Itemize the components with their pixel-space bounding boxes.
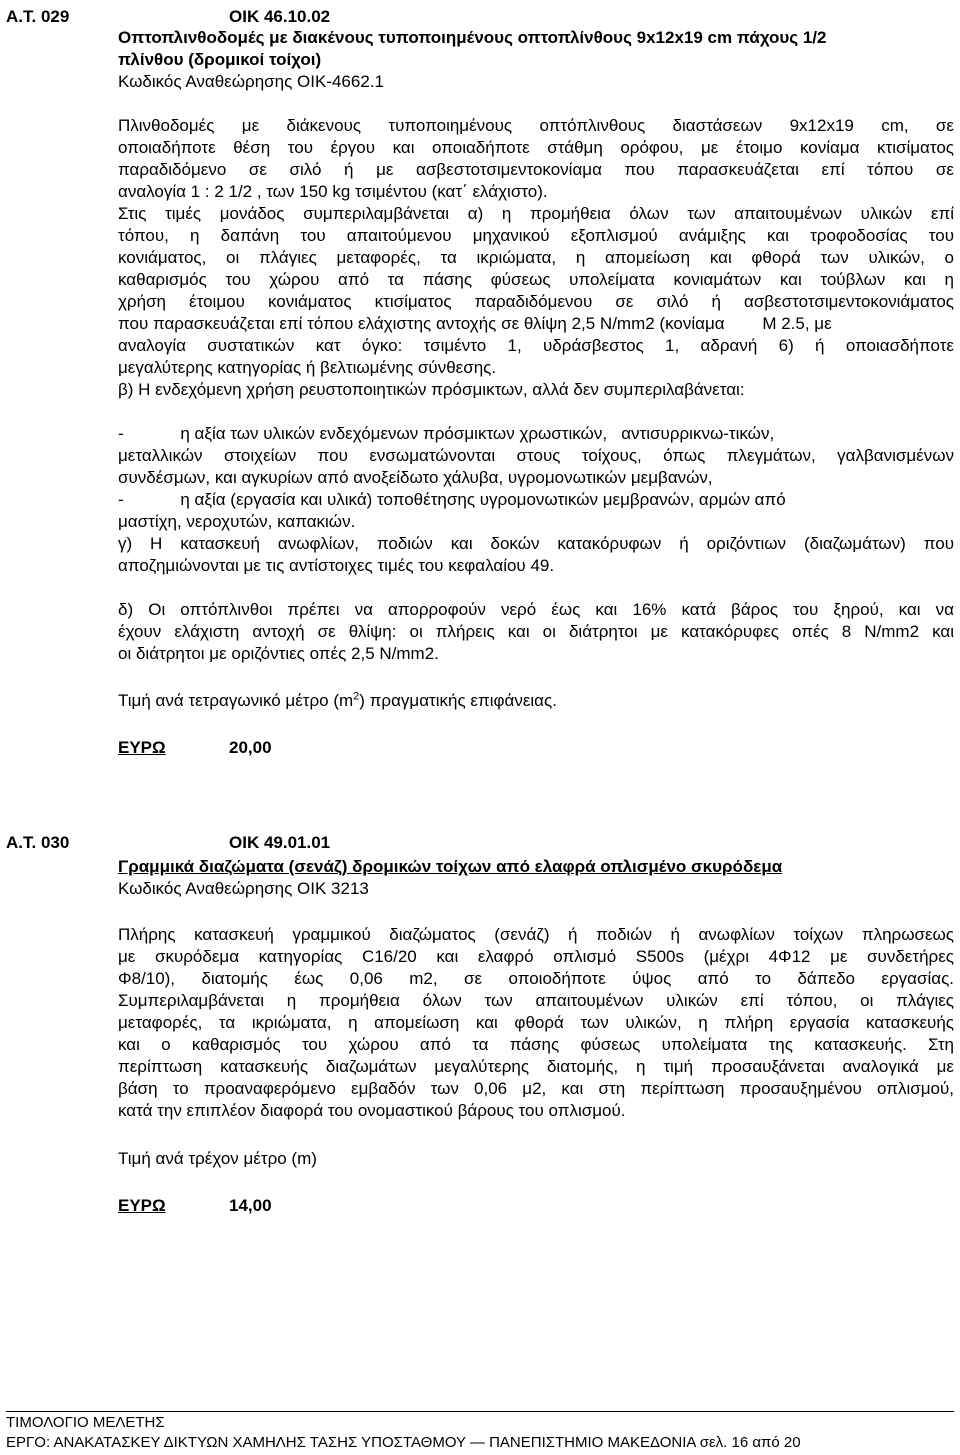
section1-unit-line	[118, 690, 954, 712]
section2-body-line: Πλήρης κατασκευή γραμμικού διαζώματος (σενάζ) ή ποδιών ή ανωφλίων τοίχων πληρωσεως	[118, 925, 954, 944]
section2-price-label: ΕΥΡΩ	[118, 1196, 166, 1215]
section1-price-label: ΕΥΡΩ	[118, 738, 166, 757]
section1-title-line1: Οπτοπλινθοδομές με διακένους τυποποιημένους οπτοπλίνθους 9x12x19 cm πάχους 1/2	[118, 28, 827, 47]
section1-price-value: 20,00	[229, 738, 272, 757]
item-code-030: Α.Τ. 030	[6, 833, 70, 852]
section1-revision-code: Κωδικός Αναθεώρησης ΟΙΚ-4662.1	[118, 72, 384, 91]
section2-unit-line: Τιμή ανά τρέχον μέτρο (m)	[118, 1149, 317, 1168]
delta-paragraph-line1: δ) Οι οπτόπλινθοι πρέπει να απορροφούν νερό έως και 16% κατά βάρος του ξηρού, και να	[118, 600, 954, 619]
section2-body-line: περίπτωση κατασκευής διαζωμάτων μεγαλύτερης διατομής, η τιμή προσαυξάνεται αναλογικά με	[118, 1057, 954, 1076]
exclusion-list-item-1-line2: μεταλλικών στοιχείων που ενσωματώνονται στους τοίχους, όπως πλεγμάτων, γαλβανισμένων	[118, 446, 954, 465]
delta-paragraph-line2: έχουν ελάχιστη αντοχή σε θλίψη: οι πλήρεις και οι διάτρητοι με κατακόρυφες οπές 8 N/mm2 και	[118, 622, 954, 641]
section2-body-line: κατά την επιπλέον διαφορά του ονομαστικού βάρους του οπλισμού.	[118, 1101, 626, 1120]
exclusion-list-item-1-line3: συνδέσμων, και αγκυρίων από ανοξείδωτο χάλυβα, υγρομονωτικών μεμβανών,	[118, 468, 713, 487]
item-code-029: Α.Τ. 029	[6, 7, 70, 26]
section1-title-line2: πλίνθου (δρομικοί τοίχοι)	[118, 50, 322, 69]
section2-body-line: Συμπεριλαμβάνεται η προμήθεια όλων των απαιτουμένων υλικών επί τόπου, οι πλάγιες	[118, 991, 954, 1010]
footer-document-title: ΤΙΜΟΛΟΓΙΟ ΜΕΛΕΤΗΣ	[6, 1414, 165, 1431]
gamma-paragraph-line2: αποζημιώνονται με τις αντίστοιχες τιμές του κεφαλαίου 49.	[118, 556, 555, 575]
section2-body-line: και ο καθαρισμός του χώρου από τα πάσης φύσεως υπολείματα της κατασκευής. Στη	[118, 1035, 954, 1054]
section1-body-line: παραδιδόμενο σε σιλό ή με ασβεστοτσιμεντοκονίαμα που παρασκευάζεται επί τόπου σε	[118, 160, 954, 179]
section2-body-line: Φ8/10), διατομής έως 0,06 m2, σε οποιοδήποτε ύψος από το δάπεδο εργασίας.	[118, 969, 954, 988]
section1-body-line: αναλογία συστατικών κατ όγκο: τσιμέντο 1, υδράσβεστος 1, αδρανή 6) ή οποιασδήποτε	[118, 336, 954, 355]
section1-body-line: οποιαδήποτε θέση του έργου και οποιαδήποτε στάθμη ορόφου, με έτοιμο κονίαμα κτισίματος	[118, 138, 954, 157]
section2-body-line: βάση το προαναφερόμενο εμβαδόν των 0,06 μ2, και στη περίπτωση προσαυξημένου οπλισμού,	[118, 1079, 954, 1098]
footer-project-line: ΕΡΓΟ: ΑΝΑΚΑΤΑΣΚΕΥ ΔΙΚΤΥΩΝ ΧΑΜΗΛΗΣ ΤΑΣΗΣ ΥΠΟΣΤΑΘΜΟΥ — ΠΑΝΕΠΙΣΤΗΜΙΟ ΜΑΚΕΔΟΝΙΑ σελ. 16 από 20	[6, 1434, 801, 1451]
section1-body-line: τόπου, η δαπάνη του απαιτούμενου μηχανικού εξοπλισμού ανάμιξης και τροφοδοσίας του	[118, 226, 954, 245]
section1-body-line: καθαρισμός του χώρου από τα πάσης φύσεως υπολείματα κονιαμάτων και τούβλων και η	[118, 270, 954, 289]
section1-body-line: αναλογία 1 : 2 1/2 , των 150 kg τσιμέντου (κατ΄ ελάχιστο).	[118, 182, 548, 201]
section2-body-line: μεταφορές, τα ικριώματα, η απομείωση και φθορά των υλικών, η πλήρη εργασία κατασκευής	[118, 1013, 954, 1032]
exclusion-list-item-2-line2: μαστίχη, νεροχυτών, καπακιών.	[118, 512, 356, 531]
exclusion-list-item-1-line1: - η αξία των υλικών ενδεχόμενων πρόσμικτων χρωστικών, αντισυρρικνω-τικών,	[118, 424, 775, 443]
unit-superscript: 2	[353, 690, 360, 703]
section1-body-line: που παρασκευάζεται επί τόπου ελάχιστης αντοχής σε θλίψη 2,5 N/mm2 (κονίαμα M 2.5, με	[118, 314, 832, 333]
section1-body-line: κονιάματος, οι πλάγιες μεταφορές, τα ικριώματα, η απομείωση και φθορά των υλικών, ο	[118, 248, 954, 267]
unit-text: Τιμή ανά τετραγωνικό μέτρο (m	[118, 691, 354, 710]
unit-text-end: ) πραγματικής επιφάνειας.	[359, 691, 557, 710]
section2-title: Γραμμικά διαζώματα (σενάζ) δρομικών τοίχων από ελαφρά οπλισμένο σκυρόδεμα	[118, 857, 783, 876]
section1-body-line: β) Η ενδεχόμενη χρήση ρευστοποιητικών πρόσμικτων, αλλά δεν συμπεριλαβάνεται:	[118, 380, 745, 399]
section2-price-value: 14,00	[229, 1196, 272, 1215]
section2-body-line: με σκυρόδεμα κατηγορίας C16/20 και ελαφρό οπλισμό S500s (μέχρι 4Φ12 με συνδετήρες	[118, 947, 954, 966]
section2-revision-code: Κωδικός Αναθεώρησης ΟΙΚ 3213	[118, 879, 369, 898]
section1-body-line: Στις τιμές μονάδος συμπεριλαμβάνεται α) η προμήθεια όλων των απαιτουμένων υλικών επί	[118, 204, 954, 223]
delta-paragraph-line3: οι διάτρητοι με οριζόντιες οπές 2,5 N/mm2.	[118, 644, 439, 663]
section1-body-line: χρήση έτοιμου κονιάματος κτισίματος παραδιδόμενου σε σιλό ή ασβεστοτσιμεντοκονιάματος	[118, 292, 954, 311]
oik-code-49-01-01: ΟΙΚ 49.01.01	[229, 833, 331, 852]
exclusion-list-item-2-line1: - η αξία (εργασία και υλικά) τοποθέτησης υγρομονωτικών μεμβρανών, αρμών από	[118, 490, 786, 509]
section1-body-line: Πλινθοδομές με διάκενους τυποποιημένους οπτόπλινθους διαστάσεων 9x12x19 cm, σε	[118, 116, 954, 135]
footer-divider	[6, 1411, 954, 1412]
gamma-paragraph-line1: γ) Η κατασκευή ανωφλίων, ποδιών και δοκών κατακόρυφων ή οριζόντιων (διαζωμάτων) που	[118, 534, 954, 553]
section1-body-line: μεγαλύτερης κατηγορίας ή βελτιωμένης σύνθεσης.	[118, 358, 497, 377]
oik-code-46-10-02: ΟΙΚ 46.10.02	[229, 7, 331, 26]
